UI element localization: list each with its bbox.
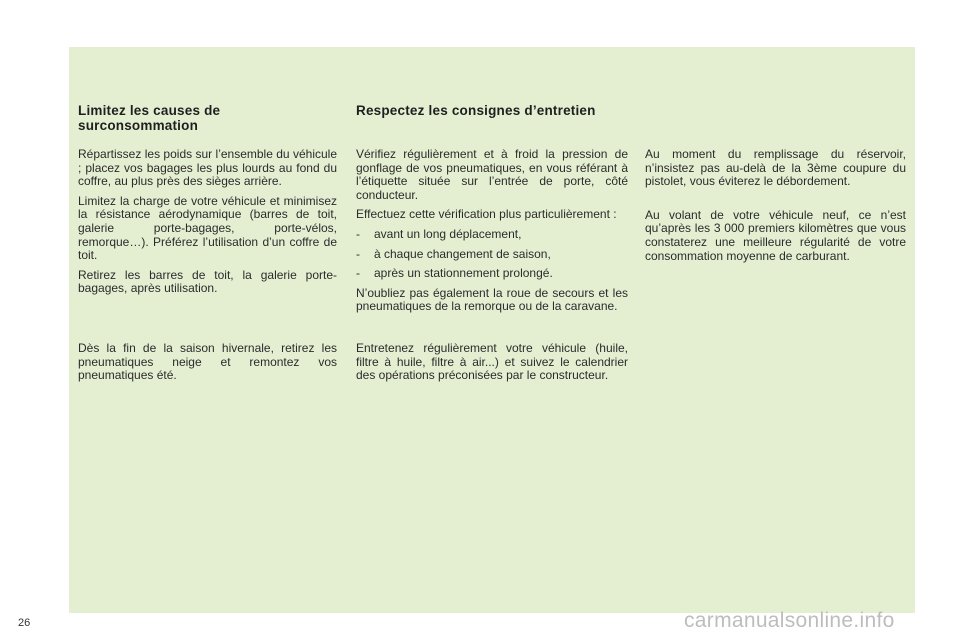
list-item <box>356 248 628 262</box>
paragraph: Au moment du remplissage du réservoir, n’insistez pas au-delà de la 3ème coupure du pistolet, vous éviterez le débordement. <box>645 147 906 189</box>
paragraph: Entretenez régulièrement votre véhicule (huile, filtre à huile, filtre à air...) et suivez le calendrier des opérations préconisées par le constructeur. <box>356 340 628 383</box>
dash-mark: - <box>356 246 360 261</box>
heading-entretien: Respectez les consignes d’entretien <box>356 103 596 118</box>
paragraph: Limitez la charge de votre véhicule et minimisez la résistance aérodynamique (barres de toit, galerie porte-bagages, porte-vélos, remorque…). Préférez l’utilisation d’un coffre de toit. <box>78 193 337 263</box>
paragraph: Dès la fin de la saison hivernale, retirez les pneumatiques neige et remontez vos pneumatiques été. <box>78 340 337 383</box>
dash-mark: - <box>356 226 360 241</box>
column-middle <box>356 148 628 389</box>
heading-surconsommation: Limitez les causes de surconsommation <box>78 103 221 133</box>
paragraph: N’oubliez pas également la roue de secours et les pneumatiques de la remorque ou de la caravane. <box>356 285 628 314</box>
list-item-text: à chaque changement de saison, <box>374 246 551 261</box>
paragraph: Répartissez les poids sur l’ensemble du véhicule ; placez vos bagages les plus lourds au fond du coffre, au plus près des sièges arrière. <box>78 147 337 189</box>
paragraph: Vérifiez régulièrement et à froid la pression de gonflage de vos pneumatiques, en vous référant à l’étiquette située sur l’entrée de porte, côté conducteur. <box>356 147 628 202</box>
page-number: 26 <box>18 617 31 629</box>
column-left <box>78 148 337 389</box>
spacer <box>78 302 337 342</box>
paragraph: Effectuez cette vérification plus particulièrement : <box>356 207 617 222</box>
dash-list <box>356 228 628 281</box>
paragraph: Retirez les barres de toit, la galerie porte-bagages, après utilisation. <box>78 267 337 296</box>
list-item-text: après un stationnement prolongé. <box>374 266 553 281</box>
paragraph: Au volant de votre véhicule neuf, ce n’est qu’après les 3 000 premiers kilomètres que vous constaterez une meilleure régularité de votre consommation moyenne de carburant. <box>645 207 906 263</box>
column-right <box>645 148 906 269</box>
list-item <box>356 267 628 281</box>
watermark: carmanualsonline.info <box>684 609 895 632</box>
spacer <box>356 320 628 342</box>
list-item-text: avant un long déplacement, <box>374 226 522 241</box>
spacer <box>645 195 906 209</box>
list-item <box>356 228 628 242</box>
dash-mark: - <box>356 266 360 281</box>
